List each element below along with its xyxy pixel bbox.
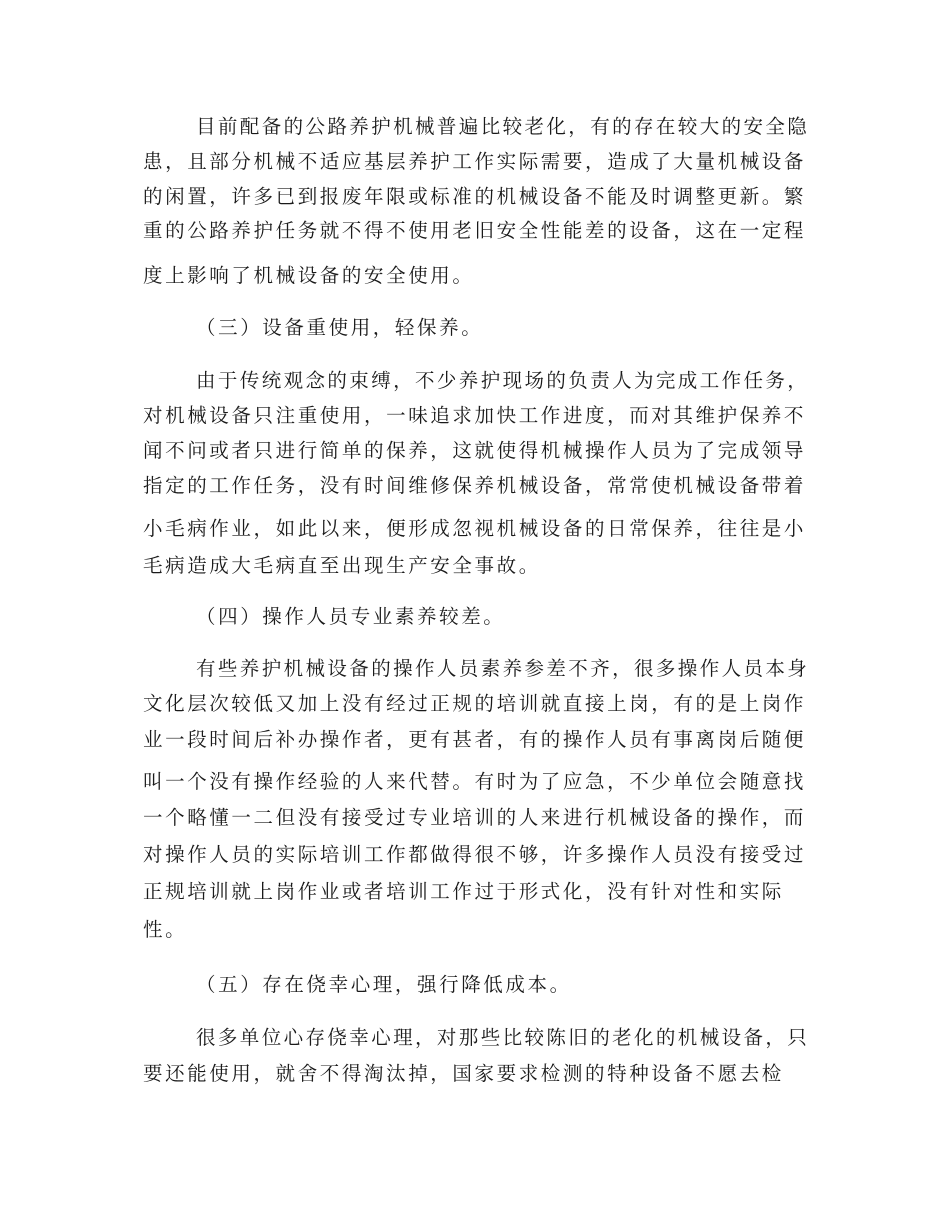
paragraph-4-line-1: 很多单位心存侥幸心理，对那些比较陈旧的老化的机械设备，只 xyxy=(196,1026,810,1049)
paragraph-1-line-2: 患，且部分机械不适应基层养护工作实际需要，造成了大量机械设备 xyxy=(143,150,807,173)
paragraph-3-line-5: 一个略懂一二但没有接受过专业培训的人来进行机械设备的操作，而 xyxy=(143,806,807,829)
paragraph-2-line-1: 由于传统观念的束缚，不少养护现场的负责人为完成工作任务， xyxy=(196,369,810,392)
section-heading-5: （五）存在侥幸心理，强行降低成本。 xyxy=(196,973,572,996)
paragraph-3-line-3: 业一段时间后补办操作者，更有甚者，有的操作人员有事离岗后随便 xyxy=(143,728,807,751)
paragraph-3-line-6: 对操作人员的实际培训工作都做得很不够，许多操作人员没有接受过 xyxy=(143,843,807,866)
paragraph-3-line-1: 有些养护机械设备的操作人员素养参差不齐，很多操作人员本身 xyxy=(196,657,810,680)
paragraph-2-line-5: 小毛病作业，如此以来，便形成忽视机械设备的日常保养，往往是小 xyxy=(143,517,807,540)
paragraph-3-line-4: 叫一个没有操作经验的人来代替。有时为了应急，不少单位会随意找 xyxy=(143,770,807,793)
paragraph-4-line-2: 要还能使用，就舍不得淘汰掉，国家要求检测的特种设备不愿去检 xyxy=(143,1062,784,1085)
paragraph-2-line-6: 毛病造成大毛病直至出现生产安全事故。 xyxy=(143,554,541,577)
section-heading-4: （四）操作人员专业素养较差。 xyxy=(196,605,506,628)
paragraph-1-line-1: 目前配备的公路养护机械普遍比较老化，有的存在较大的安全隐 xyxy=(196,115,810,138)
paragraph-2-line-4: 指定的工作任务，没有时间维修保养机械设备，常常使机械设备带着 xyxy=(143,474,807,497)
paragraph-3-line-8: 性。 xyxy=(143,918,188,941)
paragraph-1-line-4: 重的公路养护任务就不得不使用老旧安全性能差的设备，这在一定程 xyxy=(143,219,807,242)
paragraph-2-line-2: 对机械设备只注重使用，一味追求加快工作进度，而对其维护保养不 xyxy=(143,404,807,427)
paragraph-2-line-3: 闻不问或者只进行简单的保养，这就使得机械操作人员为了完成领导 xyxy=(143,439,807,462)
section-heading-3: （三）设备重使用，轻保养。 xyxy=(196,316,484,339)
paragraph-1-line-3: 的闲置，许多已到报废年限或标准的机械设备不能及时调整更新。繁 xyxy=(143,185,807,208)
paragraph-1-line-5: 度上影响了机械设备的安全使用。 xyxy=(143,264,475,287)
paragraph-3-line-2: 文化层次较低又加上没有经过正规的培训就直接上岗，有的是上岗作 xyxy=(143,692,807,715)
paragraph-3-line-7: 正规培训就上岗作业或者培训工作过于形式化，没有针对性和实际 xyxy=(143,880,784,903)
